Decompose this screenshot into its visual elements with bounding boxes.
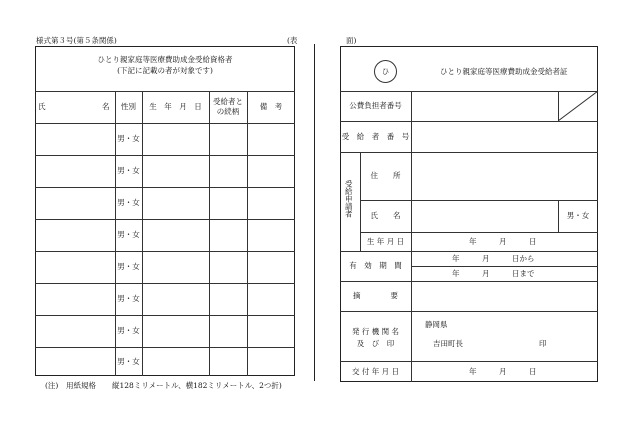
cert-row-line: [340, 311, 598, 312]
column-relation-line2: の続柄: [216, 107, 240, 116]
row-line: [35, 251, 295, 252]
cert-row-line: [360, 232, 598, 233]
row-line: [35, 155, 295, 156]
column-relation-line1: 受給者と: [213, 97, 243, 106]
front-side-label-open: (表: [287, 36, 298, 45]
column-sex: 性別: [121, 102, 136, 111]
validity-to: 年 月 日まで: [452, 269, 535, 278]
cert-row-line: [340, 121, 598, 122]
cert-row-line: [340, 281, 598, 282]
row-sex-cell: 男・女: [117, 134, 140, 143]
row-line: [35, 123, 295, 124]
name-label: 氏 名: [370, 211, 401, 220]
col-divider-remarks: [247, 91, 248, 376]
left-header-top-line: [35, 91, 295, 92]
cert-row-line: [360, 200, 598, 201]
cert-row-line: [340, 361, 598, 362]
row-sex-cell: 男・女: [117, 230, 140, 239]
col-divider-relation: [209, 91, 210, 376]
row-sex-cell: 男・女: [117, 357, 140, 366]
row-line: [35, 283, 295, 284]
applicant-group-divider: [360, 152, 361, 251]
seal-character: ひ: [381, 67, 390, 76]
row-sex-cell: 男・女: [117, 198, 140, 207]
row-sex-cell: 男・女: [117, 166, 140, 175]
eligible-persons-table: [35, 46, 295, 376]
payer-number-label: 公費負担者番号: [349, 101, 402, 110]
issuer-label-line1: 発 行 機 関 名: [351, 327, 400, 336]
payer-corner-diagonal: [558, 91, 598, 121]
sex-option: 男・女: [566, 211, 590, 220]
cert-row-line: [411, 266, 598, 267]
note-paper-size-spec: 縦128ミリメートル、横182ミリメートル、2つ折): [112, 381, 282, 390]
cert-row-line: [340, 251, 598, 252]
col-divider-birth: [142, 91, 143, 376]
cert-label-divider: [411, 91, 412, 382]
note-paper-size-label: 用紙規格: [66, 381, 96, 390]
left-title-line2: (下記に記載の者が対象です): [117, 66, 213, 75]
applicant-group-label: 受給申請者: [344, 180, 354, 218]
row-line: [35, 315, 295, 316]
row-sex-cell: 男・女: [117, 294, 140, 303]
row-line: [35, 347, 295, 348]
cert-row-line: [340, 152, 598, 153]
row-sex-cell: 男・女: [117, 262, 140, 271]
validity-from: 年 月 日から: [452, 254, 535, 263]
left-title-line1: ひとり親家庭等医療費助成金受給資格者: [97, 55, 233, 64]
issuer-seal-mark: 印: [539, 339, 547, 348]
column-name-right: 名: [102, 102, 110, 111]
summary-label: 摘 要: [353, 291, 398, 300]
certificate-title: ひとり親家庭等医療費助成金受給者証: [440, 67, 568, 76]
row-line: [35, 219, 295, 220]
front-side-label-close: 面): [346, 36, 357, 45]
birthdate-label: 生 年 月 日: [366, 237, 405, 246]
column-birthdate: 生 年 月 日: [149, 102, 202, 111]
issuer-label-line2: 及 び 印: [356, 339, 395, 348]
issuer-mayor: 吉田町長: [433, 339, 463, 348]
row-sex-cell: 男・女: [117, 326, 140, 335]
fold-line: [314, 44, 315, 381]
issuer-prefecture: 静岡県: [425, 320, 448, 329]
form-number-label: 様式第３号(第５条関係): [36, 36, 117, 45]
recipient-number-label: 受 給 者 番 号: [341, 132, 410, 141]
note-label: (注): [45, 381, 59, 390]
address-label: 住 所: [370, 171, 401, 180]
column-name-left: 氏: [38, 102, 46, 111]
issue-date-value: 年 月 日: [469, 367, 537, 376]
issue-date-label: 交 付 年 月 日: [351, 367, 400, 376]
column-remarks: 備 考: [259, 102, 283, 111]
validity-label: 有 効 期 間: [349, 261, 402, 270]
row-line: [35, 187, 295, 188]
birthdate-value: 年 月 日: [469, 237, 537, 246]
